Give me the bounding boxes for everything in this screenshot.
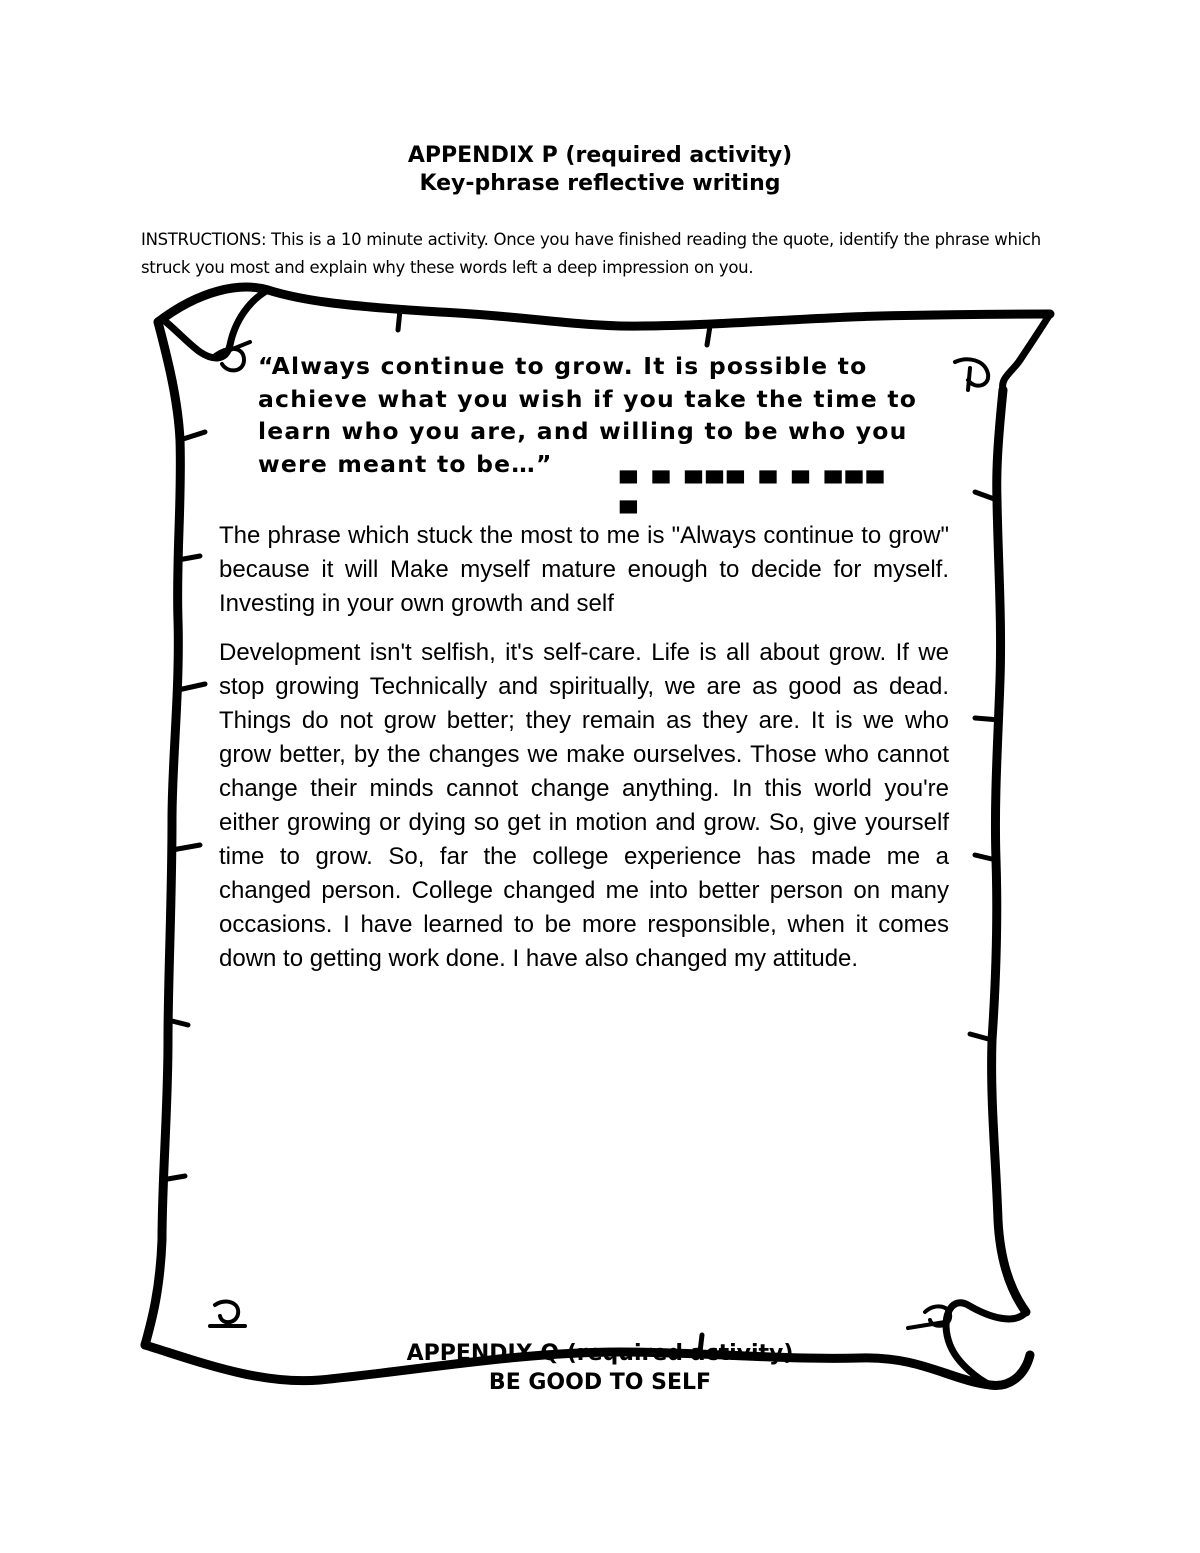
scroll-ornament-top-right [955,359,988,390]
scroll-right-edge [992,390,1026,1312]
scroll-left-edge [145,322,180,1345]
quote-attribution-cut-off: ▀ ▀ ▀▀▀ ▀ ▀ ▀▀▀ ▀ [620,472,888,527]
quote-text: “Always continue to grow. It is possible to achieve what you wish if you take the time to learn who you are, and willing to be who you were meant to be…” [258,352,918,478]
instructions-text: INSTRUCTIONS: This is a 10 minute activity. Once you have finished reading the quote, identify the phrase which struck you most and explain why these words left a deep impression on you. [141,230,1041,277]
answer-paragraph-1: The phrase which stuck the most to me is "Always continue to grow" because it will Make myself mature enough to decide for myself. Investing in your own growth and self [219,522,949,617]
appendix-q-subtitle: BE GOOD TO SELF [488,1370,712,1395]
scroll-top-right-curl [1003,314,1050,390]
appendix-p-title: APPENDIX P (required activity) [407,143,793,168]
scroll-top-edge [158,287,1050,326]
appendix-q-title: APPENDIX Q (required activity) [406,1341,794,1366]
appendix-p-subtitle: Key-phrase reflective writing [419,171,781,196]
answer-paragraph-2: Development isn't selfish, it's self-care. Life is all about grow. If we stop growing Technically and spiritually, we are as good as dead. Things do not grow better; they remain as they are. It is we who grow better, by the changes we make ourselves. Those who cannot change their minds cannot change anything. In this world you're either growing or dying so get in motion and grow. So, give yourself time to grow. So, far the college experience has made me a changed person. College changed me into better person on many occasions. I have learned to be more responsible, when it comes down to getting work done. I have also changed my attitude. [219,639,949,972]
scroll-top-left-curl [166,290,268,358]
scroll-ornament-bottom-left [210,1302,245,1326]
